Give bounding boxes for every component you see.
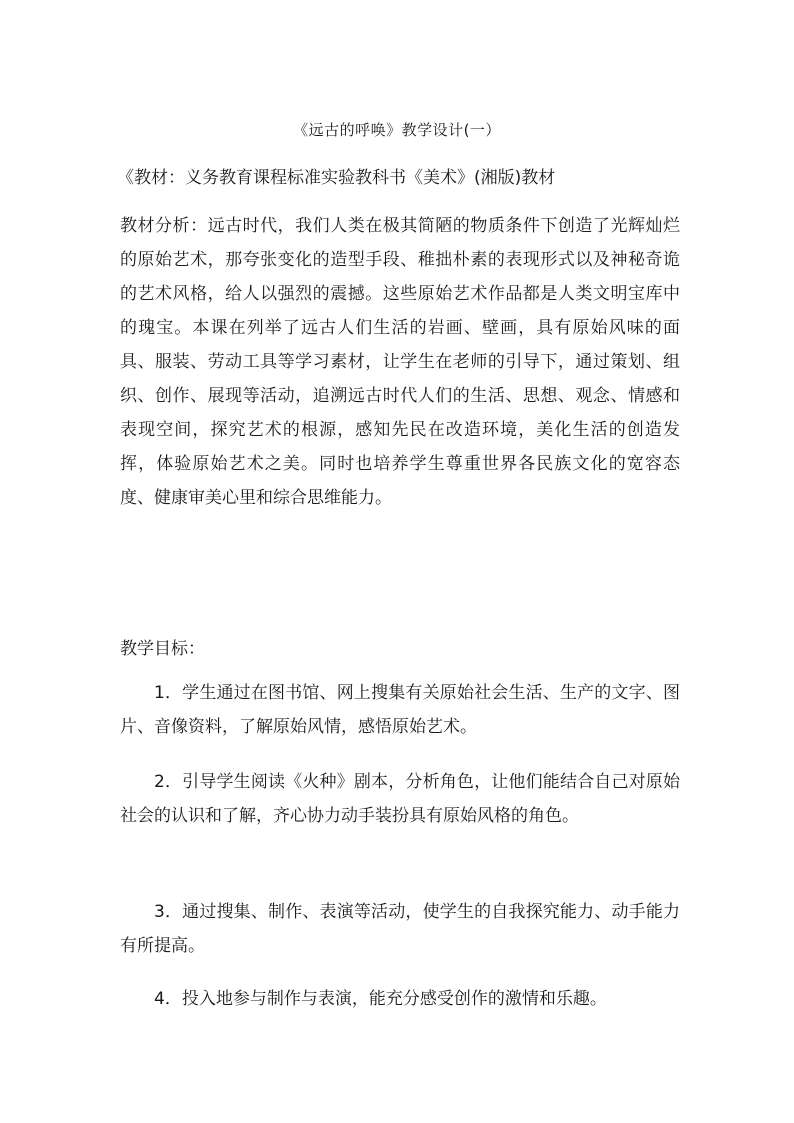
- objective-item-4: 4．投入地参与制作与表演，能充分感受创作的激情和乐趣。: [154, 989, 607, 1009]
- objectives-heading: 教学目标：: [120, 639, 205, 659]
- material-line: 《教材：义务教育课程标准实验教科书《美术》(湘版)教材: [117, 168, 556, 188]
- page-title: 《远古的呼唤》教学设计(一）: [293, 121, 501, 139]
- objective-item-3: 3．通过搜集、制作、表演等活动，使学生的自我探究能力、动手能力有所提高。: [120, 902, 680, 956]
- objective-item-2: 2．引导学生阅读《火种》剧本，分析角色，让他们能结合自己对原始社会的认识和了解，齐心协力动手装扮具有原始风格的角色。: [120, 772, 680, 826]
- material-analysis-paragraph: 教材分析：远古时代，我们人类在极其简陋的物质条件下创造了光辉灿烂的原始艺术，那夸张变化的造型手段、稚拙朴素的表现形式以及神秘奇诡的艺术风格，给人以强烈的震撼。这些原始艺术作品都是人类文明宝库中的瑰宝。本课在列举了远古人们生活的岩画、壁画，具有原始风味的面具、服装、劳动工具等学习素材，让学生在老师的引导下，通过策划、组织、创作、展现等活动，追溯远古时代人们的生活、思想、观念、情感和表现空间，探究艺术的根源，感知先民在改造环境，美化生活的创造发挥，体验原始艺术之美。同时也培养学生尊重世界各民族文化的宽容态度、健康审美心里和综合思维能力。: [120, 216, 680, 508]
- objective-item-1: 1．学生通过在图书馆、网上搜集有关原始社会生活、生产的文字、图片、音像资料，了解原始风情，感悟原始艺术。: [120, 683, 680, 737]
